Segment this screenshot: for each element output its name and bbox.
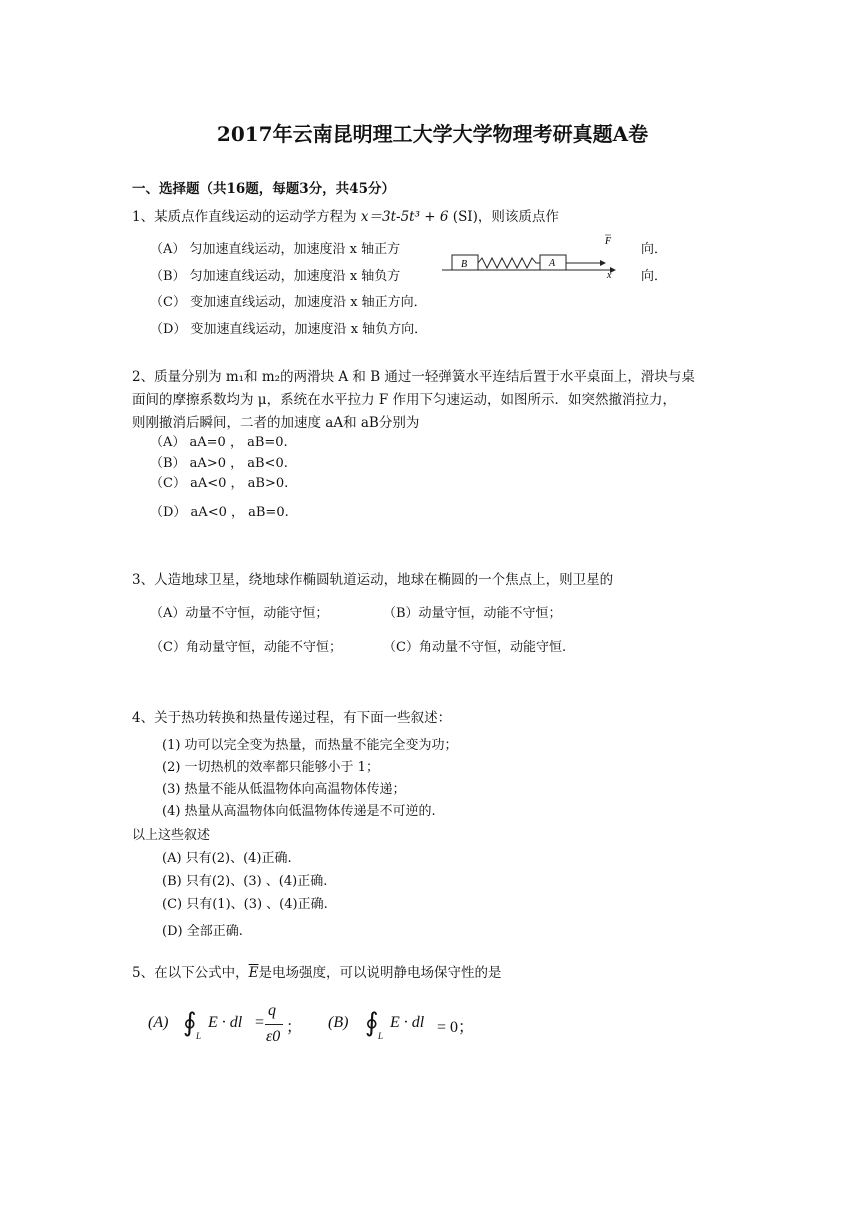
- force-arrow: [600, 260, 606, 266]
- q1-option-d: （D） 变加速直线运动，加速度沿 x 轴负方向．: [150, 322, 428, 337]
- formula-a-label: (A): [148, 1014, 169, 1031]
- q2-option-c: （C） aA<0 ， aB>0.: [150, 476, 289, 491]
- q4-stem: 4、关于热功转换和热量传递过程，有下面一些叙述：: [132, 710, 452, 726]
- q1-equation: x＝3t-5t³ + 6: [360, 209, 449, 225]
- spring: [478, 258, 540, 268]
- integrand-a: E · dl: [208, 1014, 243, 1031]
- q3-option-c: （C）角动量守恒，动能不守恒；: [150, 640, 342, 655]
- q4-statement-1: (1) 功可以完全变为热量，而热量不能完全变为功；: [162, 738, 458, 753]
- q1-stem-suffix: (SI)，则该质点作: [452, 209, 559, 225]
- q4-option-c: (C) 只有(1)、(3) 、(4)正确.: [162, 897, 328, 912]
- integral-icon: ∮: [183, 1008, 197, 1038]
- q4-lead: 以上这些叙述: [132, 828, 211, 843]
- block-b-label: B: [461, 259, 468, 270]
- spring-blocks-figure: [440, 234, 620, 278]
- q5-stem-suffix: 是电场强度，可以说明静电场保守性的是: [258, 965, 502, 981]
- formula-b-rhs: = 0；: [437, 1019, 475, 1036]
- formula-a-denominator: ε0: [266, 1028, 281, 1045]
- section-header: 一、选择题（共16题，每题3分，共45分）: [132, 181, 395, 197]
- electric-field-symbol: $\overline{E}$: [248, 965, 259, 981]
- q4-option-d: (D) 全部正确.: [162, 924, 243, 939]
- q4-option-a: (A) 只有(2)、(4)正确.: [162, 851, 292, 866]
- axis-label: x: [607, 270, 612, 278]
- equals-a: =: [255, 1014, 265, 1031]
- integral-sub-a: L: [196, 1031, 202, 1041]
- q4-statement-2: (2) 一切热机的效率都只能够小于 1；: [162, 760, 379, 775]
- q1-stem-prefix: 1、某质点作直线运动的运动学方程为: [132, 209, 357, 225]
- block-a-label: A: [549, 258, 556, 269]
- integrand-b: E · dl: [390, 1014, 425, 1031]
- q1-option-a-tail: 向．: [641, 242, 668, 257]
- q2-line-1: 2、质量分别为 m₁和 m₂的两滑块 A 和 B 通过一轻弹簧水平连结后置于水平桌面上，滑块与桌: [132, 369, 695, 385]
- q4-statement-3: (3) 热量不能从低温物体向高温物体传递；: [162, 782, 406, 797]
- q1-option-a: （A） 匀加速直线运动，加速度沿 x 轴正方: [150, 242, 401, 257]
- formula-b-label: (B): [328, 1014, 349, 1031]
- q1-option-b: （B） 匀加速直线运动，加速度沿 x 轴负方: [150, 269, 401, 284]
- q4-option-b: (B) 只有(2)、(3) 、(4)正确.: [162, 874, 328, 889]
- integral-icon: ∮: [365, 1008, 379, 1038]
- q3-option-a: （A）动量不守恒，动能守恒；: [150, 606, 329, 621]
- q1-option-b-tail: 向．: [641, 269, 668, 284]
- page-title: 2017年云南昆明理工大学大学物理考研真题A卷: [216, 122, 649, 146]
- q3-stem: 3、人造地球卫星，绕地球作椭圆轨道运动，地球在椭圆的一个焦点上，则卫星的: [132, 572, 614, 588]
- formula-a-numerator: q: [268, 1002, 276, 1019]
- q5-stem-prefix: 5、在以下公式中，: [132, 965, 249, 981]
- q2-option-d: （D） aA<0 ， aB=0.: [150, 505, 289, 520]
- q4-statement-4: (4) 热量从高温物体向低温物体传递是不可逆的.: [162, 804, 436, 819]
- q1-stem: [132, 205, 559, 225]
- force-label: F: [605, 236, 612, 247]
- q2-option-a: （A） aA=0 ， aB=0.: [150, 435, 288, 450]
- q3-option-d: （C）角动量不守恒，动能守恒.: [383, 640, 567, 655]
- integral-sub-b: L: [378, 1031, 384, 1041]
- q1-option-c: （C） 变加速直线运动，加速度沿 x 轴正方向．: [150, 295, 427, 310]
- q2-line-2: 面间的摩擦系数均为 μ，系统在水平拉力 F 作用下匀速运动，如图所示．如突然撤消拉力，: [132, 392, 677, 408]
- q2-option-b: （B） aA>0 ， aB<0.: [150, 456, 288, 471]
- q5-stem: [132, 961, 501, 981]
- semicolon-a: ；: [286, 1019, 303, 1036]
- q3-option-b: （B）动量守恒，动能不守恒；: [383, 606, 562, 621]
- q2-line-3: 则刚撤消后瞬间，二者的加速度 aA和 aB分别为: [132, 415, 420, 431]
- fraction-bar: [265, 1024, 283, 1025]
